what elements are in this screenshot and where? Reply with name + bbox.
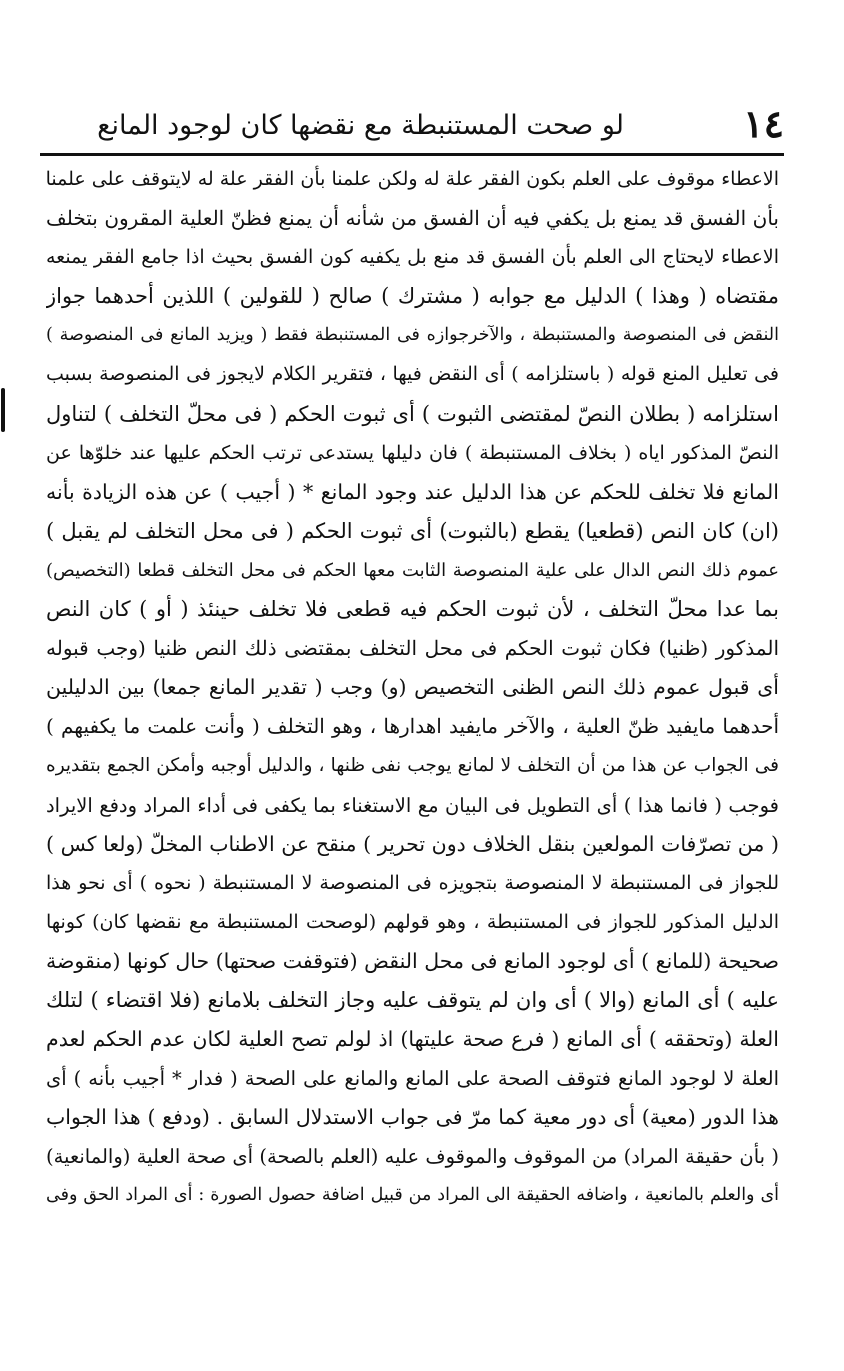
text-line: العلة لا لوجود المانع فتوقف الصحة على المانع والمانع على الصحة ( فدار * أجيب بأنه ) أى — [46, 1067, 779, 1091]
text-line: الاعطاء لايحتاج الى العلم بأن الفسق قد منع بل يكفيه كون الفسق بحيث اذا جامع الفقر يمنعه — [46, 246, 779, 269]
text-line: أحدهما مايفيد ظنّ العلية ، والآخر مايفيد اهدارها ، وهو التخلف ( وأنت علمت ما يكفيهم ) — [46, 714, 779, 739]
header-rule — [40, 153, 784, 156]
text-line: الدليل المذكور للجواز فى المستنبطة ، وهو قولهم (لوصحت المستنبطة مع نقضها كان) كونها — [46, 910, 779, 933]
text-line: صحيحة (للمانع ) أى لوجود المانع فى محل النقض (فتوقفت صحتها) حال كونها (منقوضة — [46, 948, 779, 973]
text-line: استلزامه ( بطلان النصّ لمقتضى الثبوت ) أى ثبوت الحكم ( فى محلّ التخلف ) لتناول — [46, 401, 779, 426]
text-line: بما عدا محلّ التخلف ، لأن ثبوت الحكم فيه قطعى فلا تخلف حينئذ ( أو ) كان النص — [46, 597, 779, 622]
page-number: ١٤ — [743, 101, 784, 146]
text-line: أى قبول عموم ذلك النص الظنى التخصيص (و) وجب ( تقدير المانع جمعا) بين الدليلين — [46, 675, 779, 700]
text-line: (ان) كان النص (قطعيا) يقطع (بالثبوت) أى ثبوت الحكم ( فى محل التخلف لم يقبل ) — [46, 518, 779, 543]
text-line: للجواز فى المستنبطة لا المنصوصة بتجويزه فى المنصوصة لا المستنبطة ( نحوه ) أى نحو هذا — [46, 871, 779, 894]
text-line: ( من تصرّفات المولعين بنقل الخلاف دون تحرير ) منقح عن الاطناب المخلّ (ولعا كس ) — [46, 831, 779, 856]
text-line: مقتضاه ( وهذا ) الدليل مع جوابه ( مشترك ) صالح ( للقولين ) اللذين أحدهما جواز — [46, 284, 779, 309]
text-line: عموم ذلك النص الدال على علية المنصوصة الثابت معها الحكم فى محل التخلف قطعا (التخصيص) — [46, 559, 779, 581]
text-line: ( بأن حقيقة المراد) من الموقوف والموقوف عليه (العلم بالصحة) أى صحة العلية (والمانعية) — [46, 1145, 779, 1169]
text-line: المذكور (ظنيا) فكان ثبوت الحكم فى محل التخلف بمقتضى ذلك النص ظنيا (وجب قبوله — [46, 636, 779, 661]
running-head: لو صحت المستنبطة مع نقضها كان لوجود المانع — [97, 110, 624, 141]
text-line: النقض فى المنصوصة والمستنبطة ، والآخرجوازه فى المستنبطة فقط ( ويزيد المانع فى المنصوصة ) — [46, 325, 779, 346]
text-line: العلة (وتحققه ) أى المانع ( فرع صحة عليتها) اذ لولم تصح العلية لكان عدم الحكم لعدم — [46, 1027, 779, 1052]
scan-margin-mark — [1, 388, 5, 432]
page-header — [40, 100, 784, 148]
text-line: هذا الدور (معية) أى دور معية كما مرّ فى جواب الاستدلال السابق . (ودفع ) هذا الجواب — [46, 1105, 779, 1130]
text-line: فى تعليل المنع قوله ( باستلزامه ) أى النقض فيها ، فتقرير الكلام لايجوز فى المنصوصة بسبب — [46, 363, 779, 386]
text-line: فى الجواب عن هذا من أن التخلف لا لمانع يوجب نفى ظنها ، والدليل أوجبه وأمكن الجمع بتقديره — [46, 755, 779, 777]
text-line: الاعطاء موقوف على العلم بكون الفقر علة له ولكن علمنا بأن الفقر علة له لايتوقف على علمنا — [46, 168, 779, 190]
text-line: المانع فلا تخلف للحكم عن هذا الدليل عند وجود المانع * ( أجيب ) عن هذه الزيادة بأنه — [46, 479, 779, 504]
text-line: أى والعلم بالمانعية ، واضافه الحقيقة الى المراد من قبيل اضافة حصول الصورة : أى المراد الحق وفى — [46, 1185, 779, 1206]
text-line: فوجب ( فانما هذا ) أى التطويل فى البيان مع الاستغناء بما يكفى فى أداء المراد ودفع الايراد — [46, 793, 779, 817]
text-line: بأن الفسق قد يمنع بل يكفي فيه أن الفسق من شأنه أن يمنع فظنّ العلية المقرون بتخلف — [46, 206, 779, 231]
body-text — [46, 160, 779, 1216]
text-line: النصّ المذكور اياه ( بخلاف المستنبطة ) فان دليلها يستدعى ترتب الحكم عليها عند خلوّها عن — [46, 441, 779, 464]
text-line: عليه ) أى المانع (والا ) أى وان لم يتوقف عليه وجاز التخلف بلامانع (فلا اقتضاء ) لتلك — [46, 987, 779, 1012]
